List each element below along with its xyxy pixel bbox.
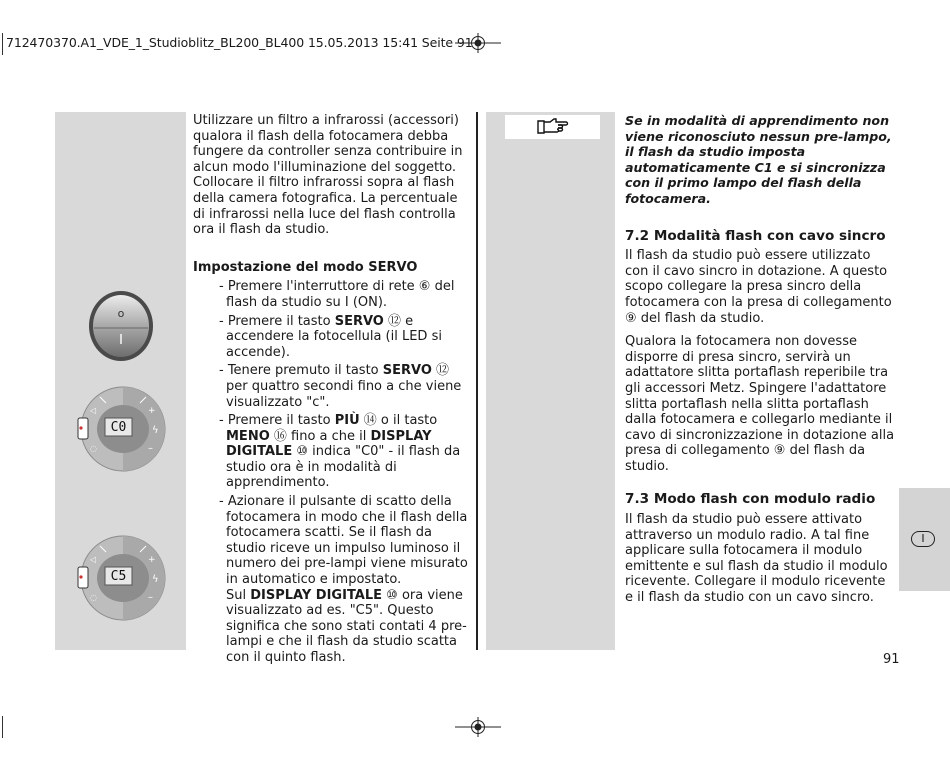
- svg-text:+: +: [148, 406, 156, 416]
- section-7-2-paragraph-2: Qualora la fotocamera non dovesse disporre di presa sincro, servirà un adattatore slitta portaflash reperibile tra gli accessori Metz. Spingere l'adattatore slitta portaflash nella slitta portaflash dalla fotocamera e collegarlo mediante il cavo di sincronizzazione in dotazione alla presa di collegamento ⑨ del flash da studio.: [625, 334, 895, 474]
- svg-text:–: –: [148, 443, 153, 454]
- display-readout-c5: C5: [110, 569, 127, 584]
- svg-text:–: –: [148, 592, 153, 603]
- section-7-3-title: 7.3 Modo flash con modulo radio: [625, 491, 876, 508]
- svg-text:◌: ◌: [90, 593, 97, 602]
- left-text-column: [193, 113, 468, 666]
- print-header: 712470370.A1_VDE_1_Studioblitz_BL200_BL400 15.05.2013 15:41 Seite 91: [6, 35, 473, 50]
- servo-steps-list: [193, 279, 468, 587]
- list-item: - Tenere premuto il tasto SERVO ⑫ per quattro secondi fino a che viene visualizzato "c".: [219, 363, 462, 410]
- pointing-hand-icon: [505, 115, 600, 139]
- list-item: - Azionare il pulsante di scatto della fotocamera in modo che il flash della fotocamera scatti. Se il flash da studio riceve un impulso luminoso il numero dei pre-lampi viene misurato in automatico e impostato.: [219, 494, 468, 588]
- section-7-3-paragraph: Il flash da studio può essere attivato attraverso un modulo radio. A tal fine applicare sulla fotocamera il modulo emittente e sul flash da studio il modulo ricevente. Collegare il modulo ricevente e il flash da studio con un cavo sincro.: [625, 512, 888, 606]
- result-paragraph: Sul DISPLAY DIGITALE ⑩ ora viene visualizzato ad es. "C5". Questo significa che sono stati contati 4 pre-lampi e che il flash da studio scatta con il quinto flash.: [226, 587, 467, 665]
- registration-crosshair-icon: [455, 717, 501, 737]
- display-readout-c0: C0: [110, 420, 127, 435]
- top-left-trim-mark: [2, 33, 3, 55]
- language-tab-label: I: [911, 531, 935, 547]
- servo-heading: Impostazione del modo SERVO: [193, 259, 418, 275]
- svg-text:◌: ◌: [90, 444, 97, 453]
- control-panel-c5: [76, 534, 166, 622]
- column-separator: [476, 112, 478, 650]
- svg-text:◁: ◁: [90, 555, 97, 564]
- registration-crosshair-icon: [455, 33, 501, 53]
- svg-text:◁: ◁: [90, 406, 97, 415]
- list-item: - Premere il tasto SERVO ⑫ e accendere la fotocellula (il LED si accende).: [219, 313, 442, 360]
- svg-text:o: o: [117, 307, 125, 320]
- note-band: [486, 112, 615, 650]
- right-text-column: [625, 113, 897, 606]
- svg-text:+: +: [148, 555, 156, 565]
- section-7-2-title: 7.2 Modalità flash con cavo sincro: [625, 227, 886, 244]
- list-item: - Premere il tasto PIÙ ⑭ o il tasto MENO ⑯ fino a che il DISPLAY DIGITALE ⑩ indica "C0" - il flash da studio ora è in modalità di apprendimento.: [219, 413, 461, 491]
- control-panel-c0: [76, 385, 166, 473]
- power-switch-illustration: [88, 290, 154, 362]
- note-paragraph: Se in modalità di apprendimento non viene riconosciuto nessun pre-lampo, il flash da studio imposta automaticamente C1 e si sincronizza con il primo lampo del flash della fotocamera.: [625, 113, 892, 206]
- intro-paragraph: Utilizzare un filtro a infrarossi (accessori) qualora il flash della fotocamera debba fungere da controller senza contribuire in alcun modo l'illuminazione del soggetto. Collocare il filtro infrarossi sopra al flash della camera fotografica. La percentuale di infrarossi nella luce del flash controlla ora il flash da studio.: [193, 113, 463, 238]
- bottom-left-trim-mark: [2, 716, 3, 738]
- svg-text:ϟ: ϟ: [152, 425, 159, 436]
- note-icon-box: [505, 115, 600, 139]
- page-number: 91: [883, 652, 900, 667]
- section-7-2-paragraph-1: Il flash da studio può essere utilizzato con il cavo sincro in dotazione. A questo scopo collegare la presa sincro della fotocamera con la presa di collegamento ⑨ del flash da studio.: [625, 248, 892, 326]
- list-item: - Premere l'interruttore di rete ⑥ del flash da studio su I (ON).: [219, 279, 455, 310]
- svg-text:ϟ: ϟ: [152, 574, 159, 585]
